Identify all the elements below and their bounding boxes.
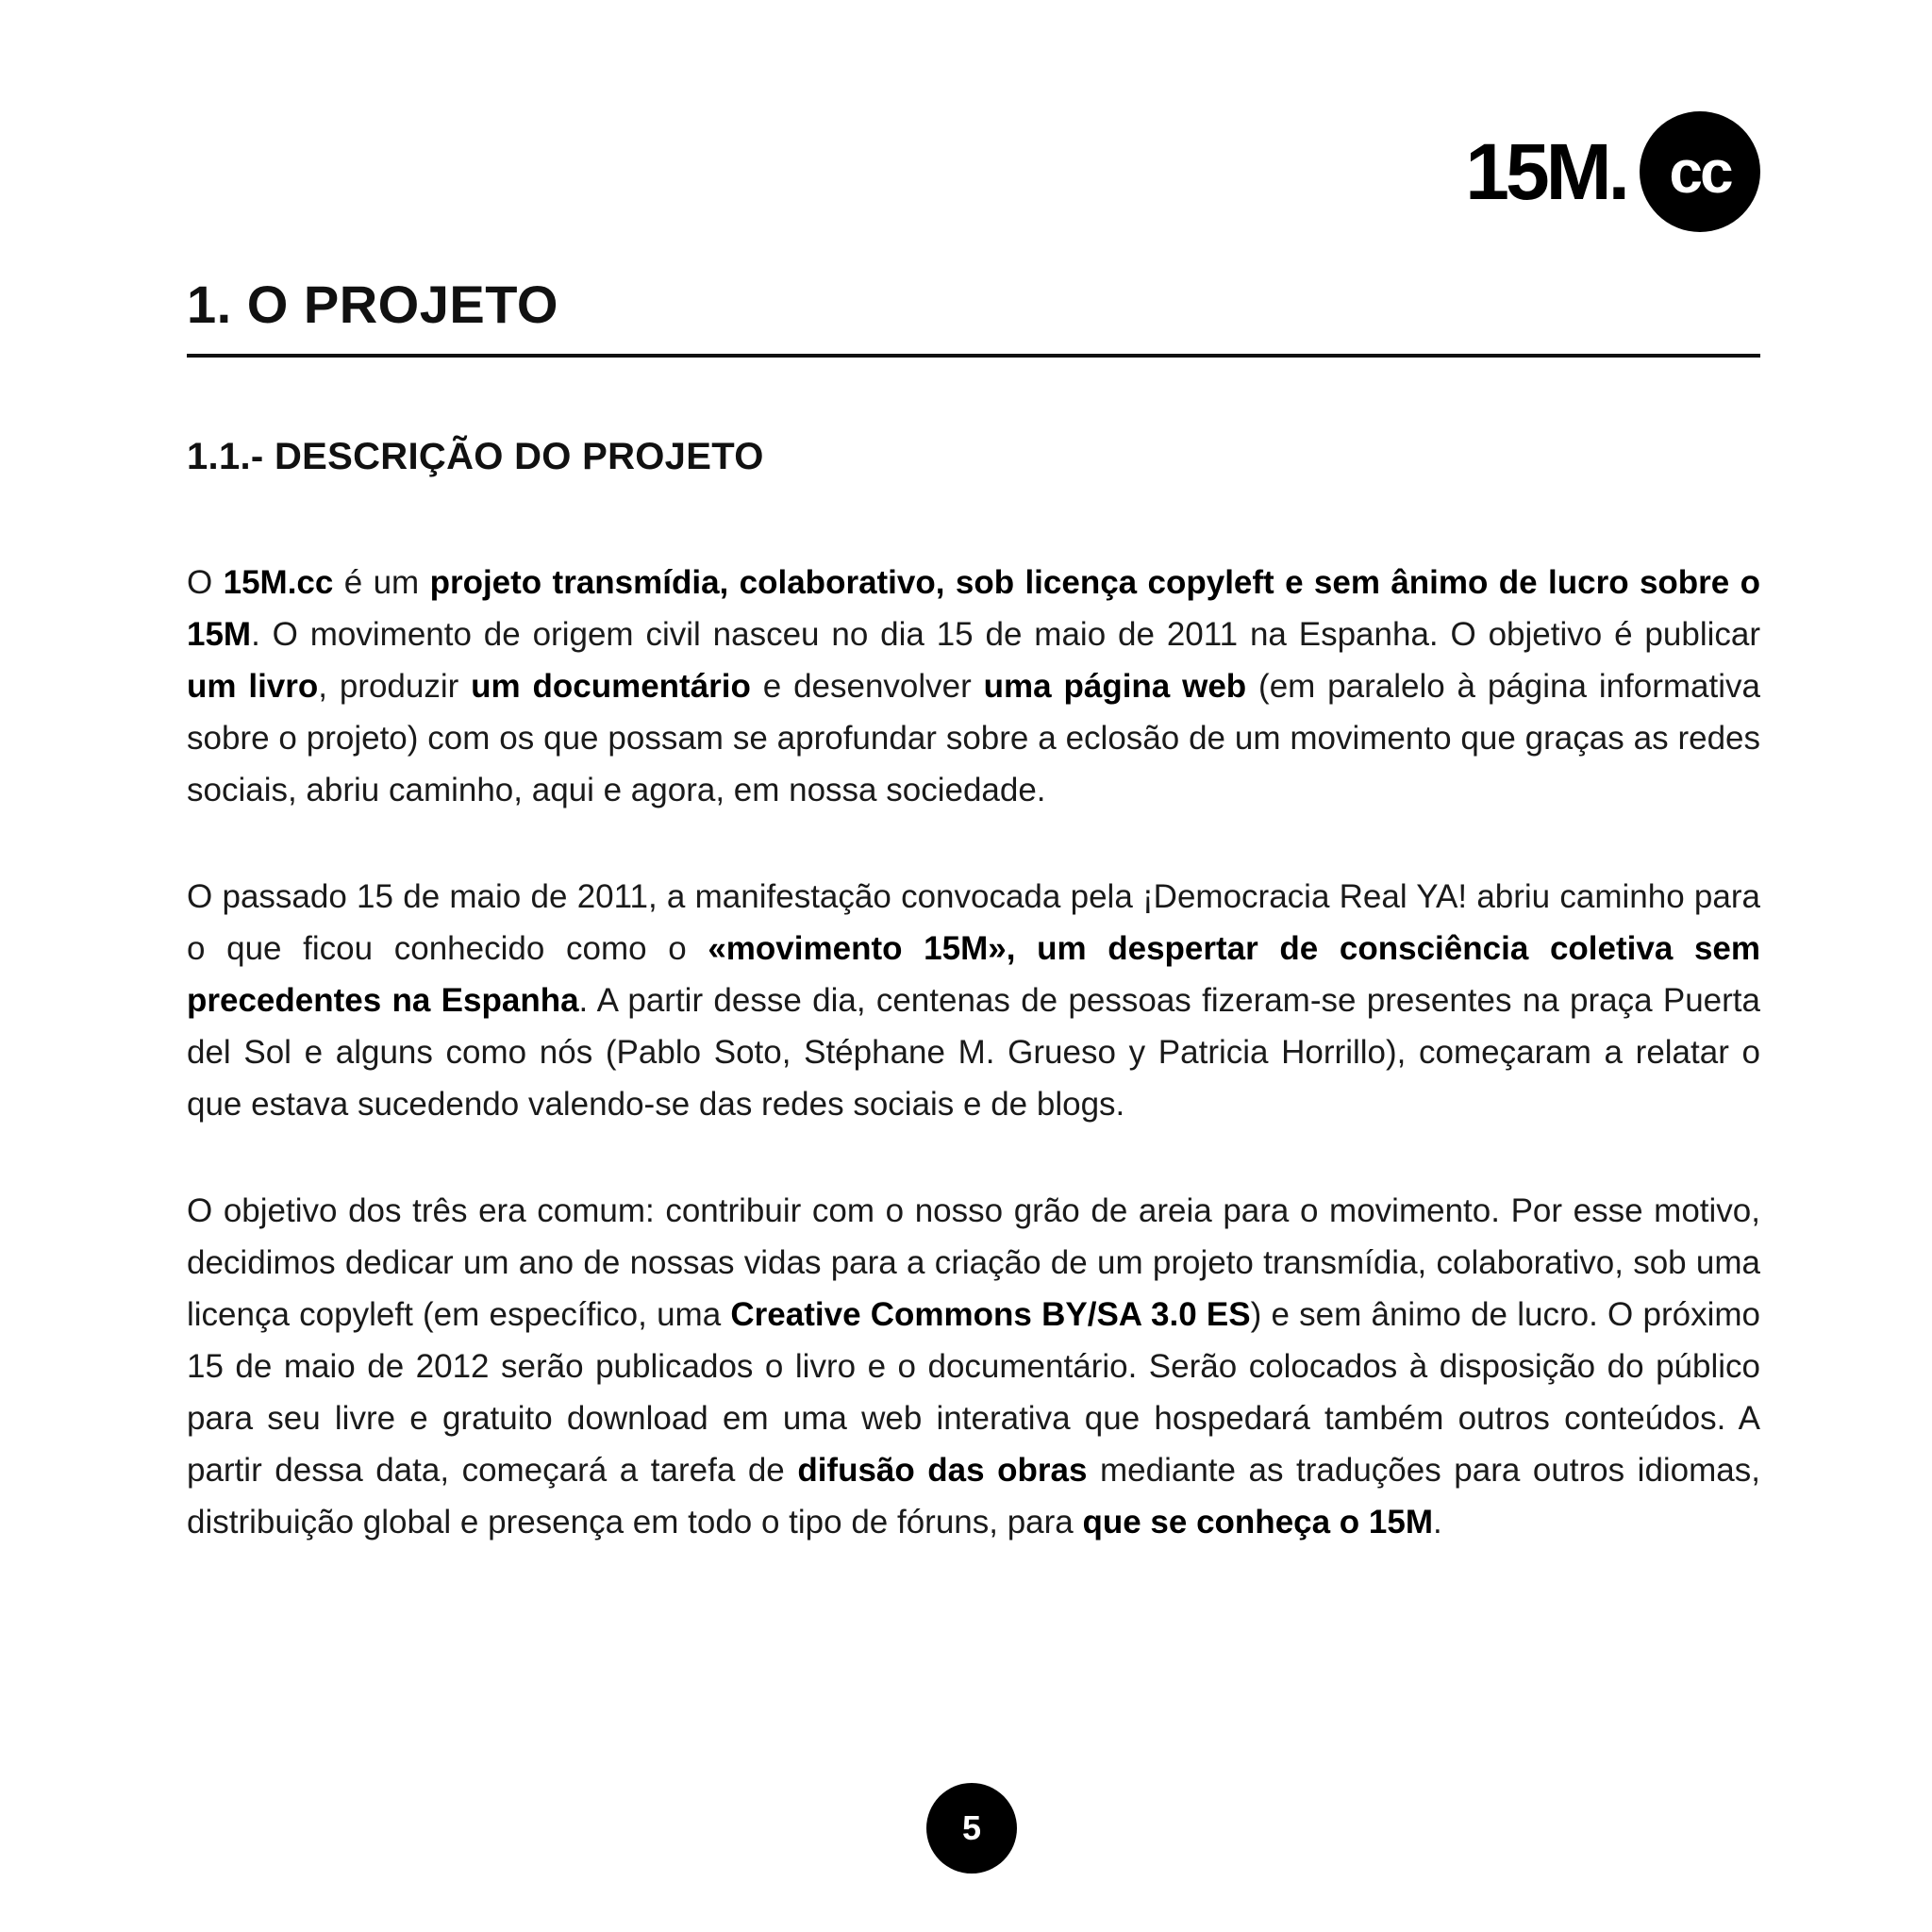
bold-text: 15M.cc <box>223 564 334 601</box>
bold-text: que se conheça o 15M <box>1082 1504 1434 1541</box>
bold-text: uma página web <box>983 668 1247 705</box>
logo-prefix: 15M. <box>1465 127 1626 216</box>
bold-text: um documentário <box>471 668 751 705</box>
chapter-title: 1. O PROJETO <box>187 275 558 334</box>
bold-text: Creative Commons BY/SA 3.0 ES <box>730 1296 1251 1333</box>
title-divider <box>187 354 1760 358</box>
paragraph: O objetivo dos três era comum: contribuir com o nosso grão de areia para o movimento. Por esse motivo, decidimos dedicar um ano de nossas vidas para a criação de um projeto transmídia, colaborativo, sob uma licença copyleft (em específico, uma Creative Commons BY/SA 3.0 ES) e sem ânimo de lucro. O próximo 15 de maio de 2012 serão publicados o livro e o documentário. Serão colocados à disposição do público para seu livre e gratuito download em uma web interativa que hospedará também outros conteúdos. A partir dessa data, começará a tarefa de difusão das obras mediante as traduções para outros idiomas, distribuição global e presença em todo o tipo de fóruns, para que se conheça o 15M. <box>187 1192 1760 1541</box>
bold-text: projeto transmídia, colaborativo, sob licença copyleft e sem ânimo de lucro sobre o 15M <box>187 564 1761 653</box>
logo <box>1465 106 1760 238</box>
bold-text: um livro <box>187 668 319 705</box>
paragraph: O 15M.cc é um projeto transmídia, colaborativo, sob licença copyleft e sem ânimo de lucro sobre o 15M. O movimento de origem civil nasceu no dia 15 de maio de 2011 na Espanha. O objetivo é publicar um livro, produzir um documentário e desenvolver uma página web (em paralelo à página informativa sobre o projeto) com os que possam se aprofundar sobre a eclosão de um movimento que graças as redes sociais, abriu caminho, aqui e agora, em nossa sociedade. <box>187 564 1761 808</box>
logo-circle-badge: cc <box>1640 111 1760 232</box>
body-text <box>187 557 1760 1603</box>
paragraph: O passado 15 de maio de 2011, a manifestação convocada pela ¡Democracia Real YA! abriu caminho para o que ficou conhecido como o «movimento 15M», um despertar de consciência coletiva sem precedentes na Espanha. A partir desse dia, centenas de pessoas fizeram-se presentes na praça Puerta del Sol e alguns como nós (Pablo Soto, Stéphane M. Grueso y Patricia Horrillo), começaram a relatar o que estava sucedendo valendo-se das redes sociais e de blogs. <box>187 878 1760 1123</box>
bold-text: difusão das obras <box>797 1452 1088 1489</box>
section-title: 1.1.- DESCRIÇÃO DO PROJETO <box>187 436 764 477</box>
bold-text: «movimento 15M», um despertar de consciência coletiva sem precedentes na Espanha <box>187 930 1760 1019</box>
page-number: 5 <box>926 1783 1017 1874</box>
